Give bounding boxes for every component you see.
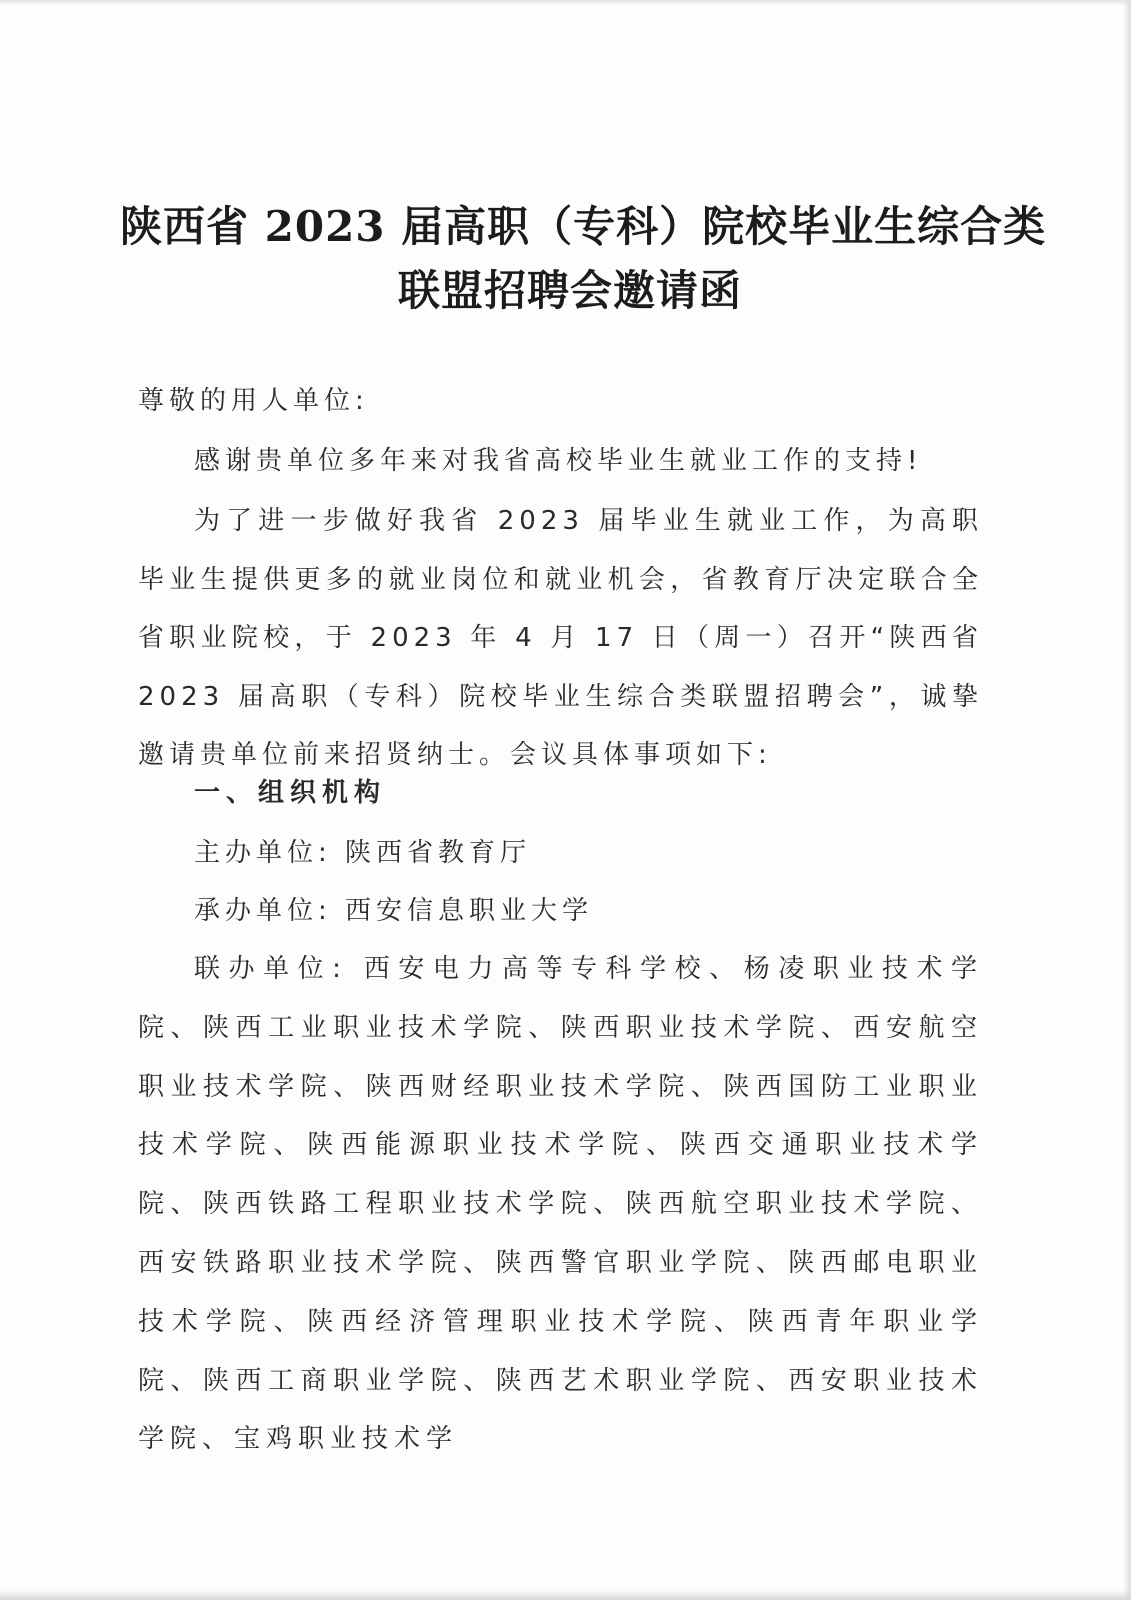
intro-paragraph: 为了进一步做好我省 2023 届毕业生就业工作，为高职毕业生提供更多的就业岗位和就业机会，省教育厅决定联合全省职业院校，于 2023 年 4 月 17 日（周一）召开“陕西省 2023 届高职（专科）院校毕业生综合类联盟招聘会”，诚挚邀请贵单位前来招贤纳士。会议具体事项如下: bbox=[138, 506, 983, 770]
scan-edge-right bbox=[1123, 0, 1131, 1600]
document-title-line-1: 陕西省 2023 届高职（专科）院校毕业生综合类 bbox=[120, 202, 1047, 251]
organizer-unit: 承办单位: 西安信息职业大学 bbox=[194, 896, 594, 926]
thanks-paragraph: 感谢贵单位多年来对我省高校毕业生就业工作的支持! bbox=[194, 446, 923, 476]
document-title-line-2: 联盟招聘会邀请函 bbox=[397, 266, 742, 315]
co-organizers-paragraph: 联办单位: 西安电力高等专科学校、杨凌职业技术学院、陕西工业职业技术学院、陕西职业技术学院、西安航空职业技术学院、陕西财经职业技术学院、陕西国防工业职业技术学院、陕西能源职业技术学院、陕西交通职业技术学院、陕西铁路工程职业技术学院、陕西航空职业技术学院、西安铁路职业技术学院、陕西警官职业学院、陕西邮电职业技术学院、陕西经济管理职业技术学院、陕西青年职业学院、陕西工商职业学院、陕西艺术职业学院、西安职业技术学院、宝鸡职业技术学 bbox=[138, 954, 983, 1455]
host-unit: 主办单位: 陕西省教育厅 bbox=[194, 838, 532, 868]
scan-edge-bottom bbox=[0, 1590, 1131, 1600]
section-heading-organization: 一、组织机构 bbox=[194, 778, 387, 808]
scan-edge-top bbox=[0, 0, 1131, 6]
salutation: 尊敬的用人单位: bbox=[138, 386, 369, 416]
